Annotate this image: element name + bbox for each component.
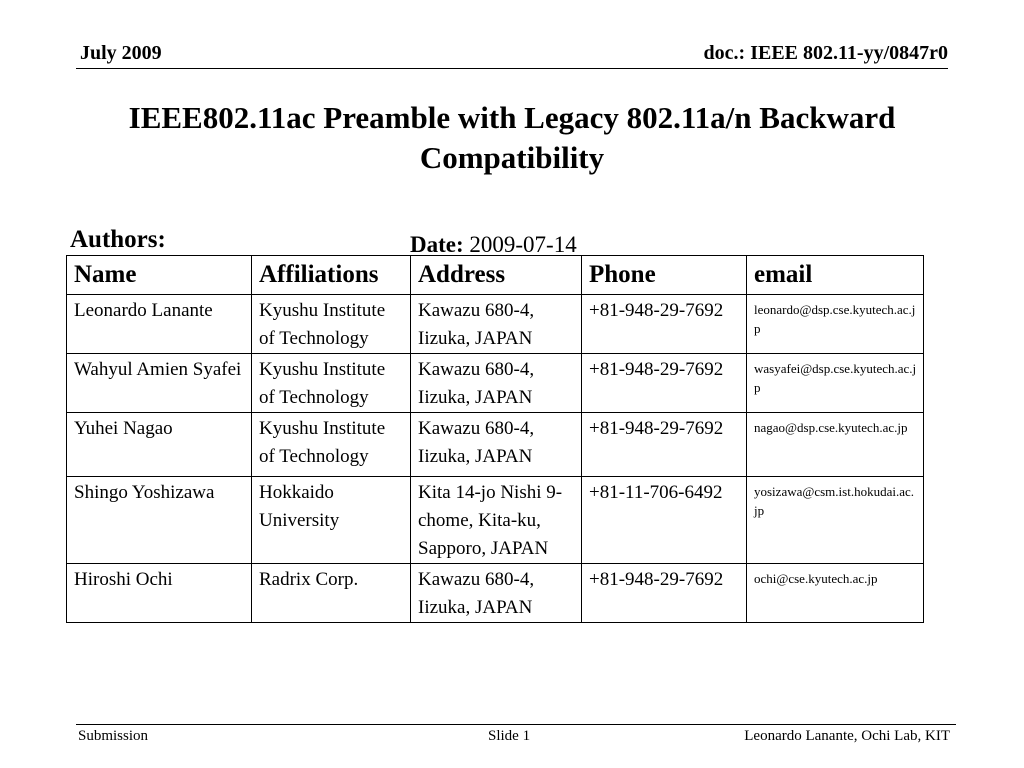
cell-email: nagao@dsp.cse.kyutech.ac.jp xyxy=(747,413,924,477)
cell-affiliation: Radrix Corp. xyxy=(252,564,411,623)
footer-rule xyxy=(76,724,956,725)
header-email: email xyxy=(747,256,924,295)
cell-name: Wahyul Amien Syafei xyxy=(67,354,252,413)
cell-name: Hiroshi Ochi xyxy=(67,564,252,623)
cell-email: wasyafei@dsp.cse.kyutech.ac.jp xyxy=(747,354,924,413)
cell-email: yosizawa@csm.ist.hokudai.ac.jp xyxy=(747,477,924,564)
slide-title: IEEE802.11ac Preamble with Legacy 802.11a/n Backward Compatibility xyxy=(128,100,896,175)
cell-address: Kawazu 680-4, Iizuka, JAPAN xyxy=(411,354,582,413)
footer-slide-number: Slide 1 xyxy=(488,728,531,744)
header-rule xyxy=(76,68,948,69)
header-date: July 2009 xyxy=(80,42,162,64)
cell-affiliation: Kyushu Institute of Technology xyxy=(252,354,411,413)
cell-affiliation: Hokkaido University xyxy=(252,477,411,564)
cell-address: Kawazu 680-4, Iizuka, JAPAN xyxy=(411,413,582,477)
footer-submission: Submission xyxy=(78,728,149,744)
table-row xyxy=(67,477,924,564)
date-value: 2009-07-14 xyxy=(469,232,577,257)
cell-name: Leonardo Lanante xyxy=(67,295,252,354)
cell-phone: +81-948-29-7692 xyxy=(582,564,747,623)
table-row xyxy=(67,413,924,477)
cell-phone: +81-948-29-7692 xyxy=(582,413,747,477)
header-address: Address xyxy=(411,256,582,295)
table-row xyxy=(67,295,924,354)
footer-author: Leonardo Lanante, Ochi Lab, KIT xyxy=(744,728,950,744)
cell-address: Kita 14-jo Nishi 9-chome, Kita-ku, Sapporo, JAPAN xyxy=(411,477,582,564)
cell-phone: +81-948-29-7692 xyxy=(582,295,747,354)
authors-table xyxy=(66,255,924,623)
header-affiliations: Affiliations xyxy=(252,256,411,295)
cell-affiliation: Kyushu Institute of Technology xyxy=(252,413,411,477)
header-doc-id: doc.: IEEE 802.11-yy/0847r0 xyxy=(703,42,948,64)
cell-phone: +81-948-29-7692 xyxy=(582,354,747,413)
table-row xyxy=(67,564,924,623)
cell-affiliation: Kyushu Institute of Technology xyxy=(252,295,411,354)
table-row xyxy=(67,354,924,413)
cell-address: Kawazu 680-4, Iizuka, JAPAN xyxy=(411,295,582,354)
header-name: Name xyxy=(67,256,252,295)
table-header-row xyxy=(67,256,924,295)
authors-label: Authors: xyxy=(70,226,166,253)
cell-email: ochi@cse.kyutech.ac.jp xyxy=(747,564,924,623)
cell-name: Shingo Yoshizawa xyxy=(67,477,252,564)
cell-phone: +81-11-706-6492 xyxy=(582,477,747,564)
cell-email: leonardo@dsp.cse.kyutech.ac.jp xyxy=(747,295,924,354)
date-label: Date: xyxy=(410,232,464,257)
cell-address: Kawazu 680-4, Iizuka, JAPAN xyxy=(411,564,582,623)
cell-name: Yuhei Nagao xyxy=(67,413,252,477)
header-phone: Phone xyxy=(582,256,747,295)
